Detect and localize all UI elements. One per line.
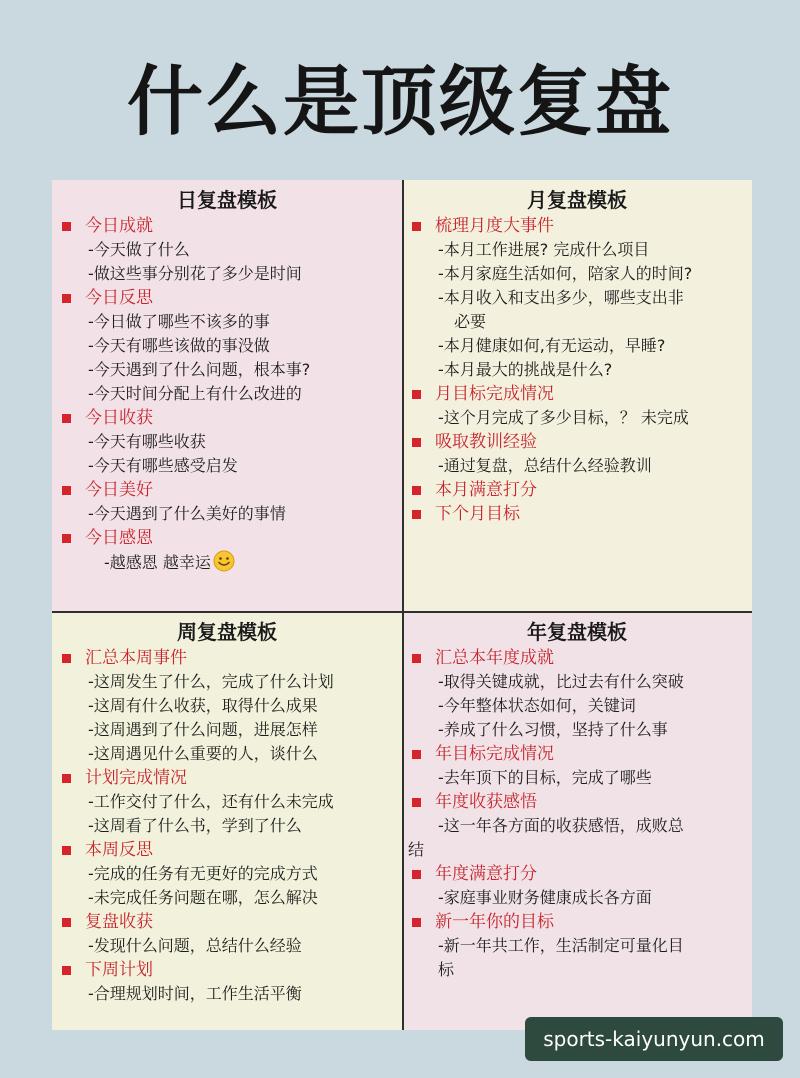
list-item: -通过复盘，总结什么经验教训 [438, 456, 652, 475]
list-item: 标 [438, 960, 455, 979]
list-item: -本月健康如何,有无运动，早睡? [438, 336, 666, 355]
section-heading-text: 梳理月度大事件 [435, 216, 554, 236]
daily-section-heading [52, 286, 402, 310]
section-heading-text: 新一年你的目标 [435, 912, 554, 932]
yearly-review-panel [402, 612, 752, 1030]
list-item: -今天有哪些收获 [88, 432, 206, 451]
review-template-grid [52, 180, 752, 1030]
monthly-section-heading [402, 478, 752, 502]
monthly-section-heading [402, 430, 752, 454]
section-heading-text: 下周计划 [85, 960, 153, 980]
weekly-section-heading [52, 838, 402, 862]
list-item: -今天遇到了什么问题，根本事? [88, 360, 311, 379]
list-item: -去年顶下的目标，完成了哪些 [438, 768, 652, 787]
yearly-section-heading [402, 910, 752, 934]
red-square-bullet-icon [62, 774, 71, 783]
list-item: -本月工作进展? 完成什么项目 [438, 240, 650, 259]
red-square-bullet-icon [62, 846, 71, 855]
list-item-text: -越感恩 越幸运 [104, 553, 211, 572]
red-square-bullet-icon [412, 438, 421, 447]
monthly-section-heading [402, 214, 752, 238]
daily-review-content [52, 214, 402, 579]
list-item: -这个月完成了多少目标，？ 未完成 [438, 408, 689, 427]
list-item: 必要 [454, 312, 487, 331]
list-item: -本月最大的挑战是什么? [438, 360, 613, 379]
list-item: -今天时间分配上有什么改进的 [88, 384, 302, 403]
red-square-bullet-icon [412, 222, 421, 231]
red-square-bullet-icon [62, 222, 71, 231]
weekly-section-heading [52, 766, 402, 790]
red-square-bullet-icon [412, 486, 421, 495]
list-item: -工作交付了什么，还有什么未完成 [88, 792, 334, 811]
list-item: -今天做了什么 [88, 240, 190, 259]
red-square-bullet-icon [62, 414, 71, 423]
monthly-review-title: 月复盘模板 [527, 188, 627, 212]
monthly-review-panel [402, 180, 752, 612]
list-item: -这周遇到了什么问题，进展怎样 [88, 720, 318, 739]
list-item: -养成了什么习惯，坚持了什么事 [438, 720, 668, 739]
section-heading-text: 吸取教训经验 [435, 432, 537, 452]
smile-icon [213, 550, 235, 579]
section-heading-text: 下个月目标 [435, 504, 520, 524]
section-heading-text: 计划完成情况 [85, 768, 187, 788]
section-heading-text: 汇总本周事件 [85, 648, 187, 668]
yearly-review-content [402, 646, 752, 982]
yearly-section-heading [402, 742, 752, 766]
list-item: -这周发生了什么，完成了什么计划 [88, 672, 334, 691]
monthly-section-heading [402, 502, 752, 526]
section-heading-text: 今日反思 [85, 288, 153, 308]
red-square-bullet-icon [62, 654, 71, 663]
monthly-section-heading [402, 382, 752, 406]
section-heading-text: 本周反思 [85, 840, 153, 860]
section-heading-text: 年度满意打分 [435, 864, 537, 884]
list-item: -今天有哪些感受启发 [88, 456, 238, 475]
yearly-section-heading [402, 862, 752, 886]
list-item: -本月收入和支出多少，哪些支出非 [438, 288, 684, 307]
yearly-section-heading [402, 646, 752, 670]
red-square-bullet-icon [62, 534, 71, 543]
list-item: -未完成任务问题在哪，怎么解决 [88, 888, 318, 907]
red-square-bullet-icon [412, 390, 421, 399]
list-item: -今天有哪些该做的事没做 [88, 336, 270, 355]
red-square-bullet-icon [62, 486, 71, 495]
yearly-section-heading [402, 790, 752, 814]
list-item: -本月家庭生活如何，陪家人的时间? [438, 264, 693, 283]
section-heading-text: 月目标完成情况 [435, 384, 554, 404]
red-square-bullet-icon [412, 750, 421, 759]
red-square-bullet-icon [412, 798, 421, 807]
red-square-bullet-icon [412, 918, 421, 927]
list-item: -这周有什么收获，取得什么成果 [88, 696, 318, 715]
red-square-bullet-icon [412, 870, 421, 879]
list-item: 结 [408, 840, 425, 859]
list-item [52, 550, 402, 579]
weekly-review-title: 周复盘模板 [177, 620, 277, 644]
list-item: -取得关键成就，比过去有什么突破 [438, 672, 684, 691]
section-heading-text: 今日收获 [85, 408, 153, 428]
horizontal-divider [52, 611, 752, 613]
section-heading-text: 今日美好 [85, 480, 153, 500]
section-heading-text: 本月满意打分 [435, 480, 537, 500]
section-heading-text: 今日成就 [85, 216, 153, 236]
red-square-bullet-icon [62, 294, 71, 303]
weekly-review-content [52, 646, 402, 1006]
vertical-divider [402, 180, 404, 1030]
red-square-bullet-icon [412, 654, 421, 663]
yearly-review-title: 年复盘模板 [527, 620, 627, 644]
weekly-review-panel [52, 612, 402, 1030]
list-item: -今天遇到了什么美好的事情 [88, 504, 286, 523]
list-item: -做这些事分别花了多少是时间 [88, 264, 302, 283]
weekly-section-heading [52, 646, 402, 670]
list-item: -新一年共工作，生活制定可量化目 [438, 936, 684, 955]
daily-review-panel [52, 180, 402, 612]
list-item: -发现什么问题，总结什么经验 [88, 936, 302, 955]
daily-section-heading [52, 406, 402, 430]
list-item: -这周遇见什么重要的人，谈什么 [88, 744, 318, 763]
section-heading-text: 今日感恩 [85, 528, 153, 548]
monthly-review-content [402, 214, 752, 526]
red-square-bullet-icon [62, 966, 71, 975]
section-heading-text: 复盘收获 [85, 912, 153, 932]
daily-review-title: 日复盘模板 [177, 188, 277, 212]
list-item: -合理规划时间，工作生活平衡 [88, 984, 302, 1003]
watermark-badge: sports-kaiyunyun.com [525, 1017, 783, 1061]
list-item: -这周看了什么书，学到了什么 [88, 816, 302, 835]
section-heading-text: 年度收获感悟 [435, 792, 537, 812]
daily-section-heading [52, 526, 402, 550]
section-heading-text: 汇总本年度成就 [435, 648, 554, 668]
page-title: 什么是顶级复盘 [127, 57, 673, 146]
list-item: -完成的任务有无更好的完成方式 [88, 864, 318, 883]
red-square-bullet-icon [62, 918, 71, 927]
daily-section-heading [52, 214, 402, 238]
section-heading-text: 年目标完成情况 [435, 744, 554, 764]
list-item: -今年整体状态如何，关键词 [438, 696, 636, 715]
list-item: -今日做了哪些不该多的事 [88, 312, 270, 331]
weekly-section-heading [52, 958, 402, 982]
list-item: -这一年各方面的收获感悟，成败总 [438, 816, 684, 835]
daily-section-heading [52, 478, 402, 502]
red-square-bullet-icon [412, 510, 421, 519]
list-item: -家庭事业财务健康成长各方面 [438, 888, 652, 907]
weekly-section-heading [52, 910, 402, 934]
